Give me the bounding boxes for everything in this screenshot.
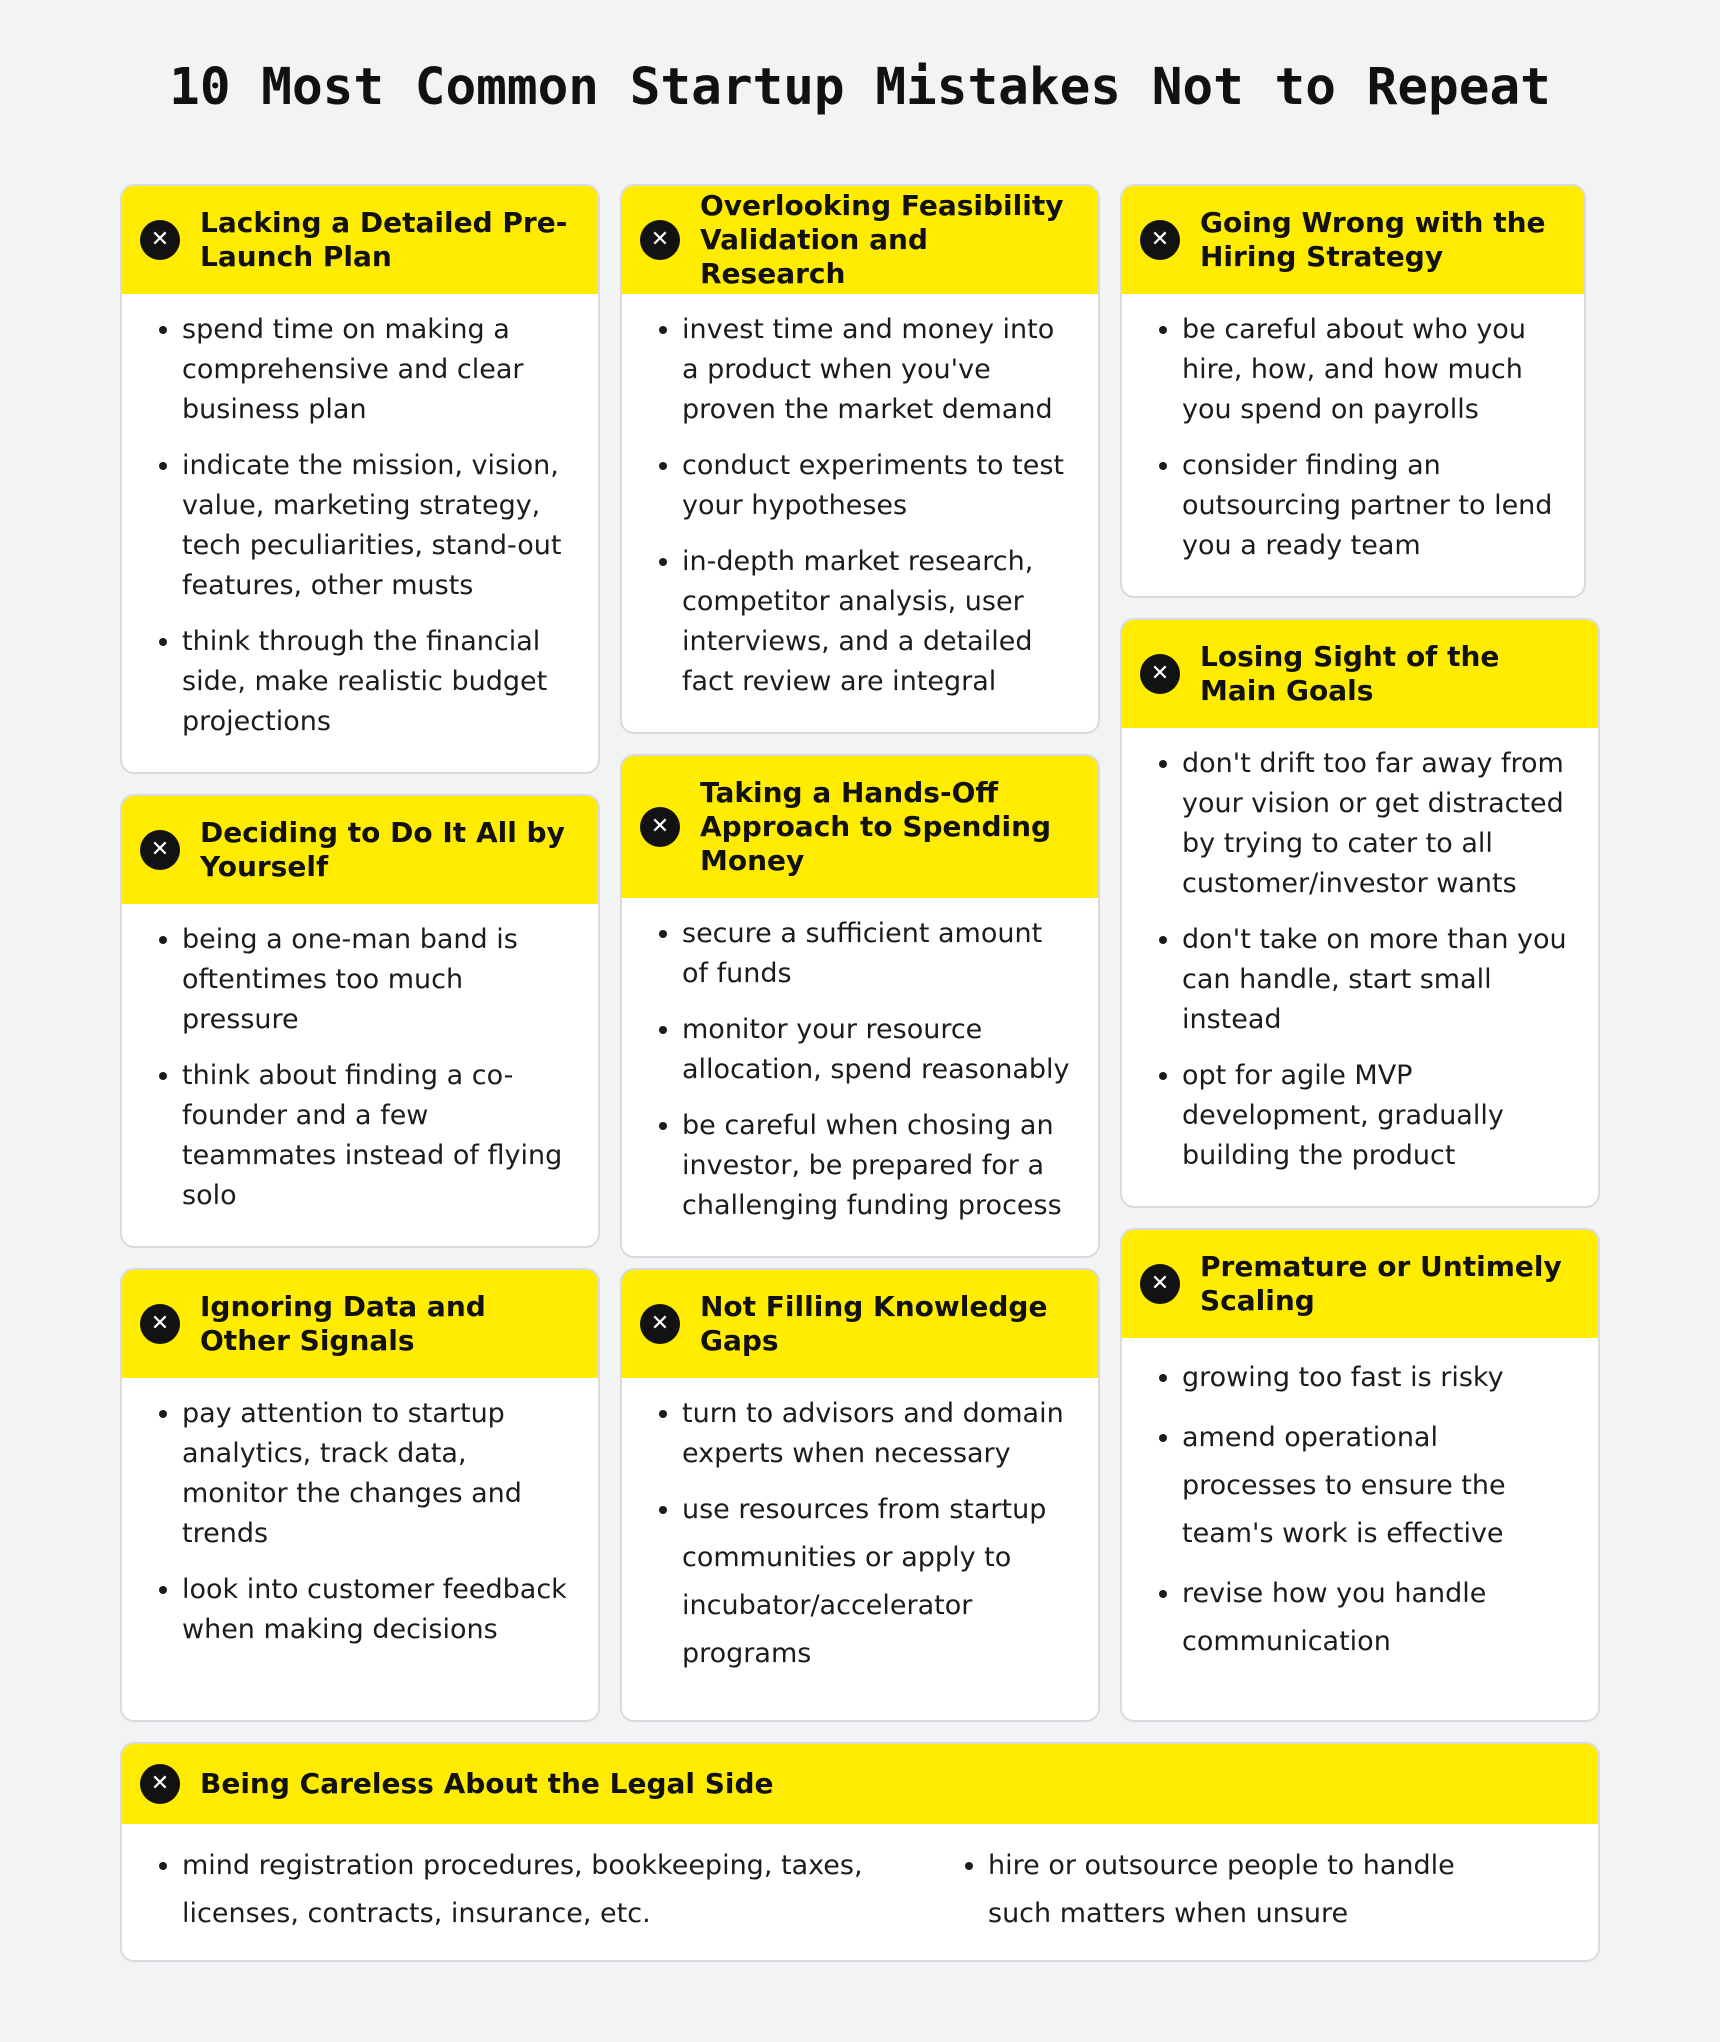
bullet-item: • opt for agile MVP development, gradually building the product xyxy=(1182,1056,1574,1176)
bullet-item: • amend operational processes to ensure the team's work is effective xyxy=(1182,1414,1574,1558)
mistake-card-main-goals xyxy=(1120,618,1600,1208)
bullet-item: • think about finding a co-founder and a few teammates instead of flying solo xyxy=(182,1056,574,1216)
bullet-item: • hire or outsource people to handle such matters when unsure xyxy=(988,1842,1488,1938)
bullet-item: • don't drift too far away from your vision or get distracted by trying to cater to all customer/investor wants xyxy=(1182,744,1574,904)
bullet-item: • consider finding an outsourcing partner to lend you a ready team xyxy=(1182,446,1560,566)
card-title: Taking a Hands-Off Approach to Spending Money xyxy=(700,776,1052,877)
mistake-card-spending xyxy=(620,754,1100,1258)
card-title: Lacking a Detailed Pre-Launch Plan xyxy=(200,206,568,273)
bullet-item: • being a one-man band is oftentimes too much pressure xyxy=(182,920,574,1040)
mistake-card-knowledge-gaps xyxy=(620,1268,1100,1722)
mistake-card-hiring xyxy=(1120,184,1586,598)
mistake-card-legal xyxy=(120,1742,1600,1962)
bullet-item: • turn to advisors and domain experts when necessary xyxy=(682,1394,1074,1474)
close-icon: ✕ xyxy=(1140,220,1180,260)
card-body xyxy=(622,1378,1098,1698)
bullet-item: • conduct experiments to test your hypotheses xyxy=(682,446,1074,526)
card-title: Going Wrong with the Hiring Strategy xyxy=(1200,206,1546,273)
close-icon: ✕ xyxy=(640,1304,680,1344)
mistake-card-feasibility xyxy=(620,184,1100,734)
card-title: Overlooking Feasibility Validation and Research xyxy=(700,189,1064,290)
bullet-item: • indicate the mission, vision, value, marketing strategy, tech peculiarities, stand-out features, other musts xyxy=(182,446,574,606)
card-title: Being Careless About the Legal Side xyxy=(200,1767,774,1800)
card-header xyxy=(1122,186,1584,294)
card-header xyxy=(1122,620,1598,728)
mistake-card-pre-launch-plan xyxy=(120,184,600,774)
card-body xyxy=(1122,294,1584,586)
card-body xyxy=(1122,728,1598,1196)
bullet-item: • spend time on making a comprehensive and clear business plan xyxy=(182,310,574,430)
card-header xyxy=(122,186,598,294)
bullet-item: • secure a sufficient amount of funds xyxy=(682,914,1074,994)
legal-column-left xyxy=(158,1842,964,1938)
close-icon: ✕ xyxy=(140,220,180,260)
card-body xyxy=(122,1378,598,1670)
bullet-item: • pay attention to startup analytics, track data, monitor the changes and trends xyxy=(182,1394,574,1554)
bullet-item: • in-depth market research, competitor analysis, user interviews, and a detailed fact review are integral xyxy=(682,542,1074,702)
bullet-item: • be careful about who you hire, how, and how much you spend on payrolls xyxy=(1182,310,1560,430)
close-icon: ✕ xyxy=(1140,654,1180,694)
card-body xyxy=(122,294,598,762)
card-title: Losing Sight of the Main Goals xyxy=(1200,640,1500,707)
bullet-item: • revise how you handle communication xyxy=(1182,1570,1574,1666)
card-title: Not Filling Knowledge Gaps xyxy=(700,1290,1048,1357)
card-title: Premature or Untimely Scaling xyxy=(1200,1250,1562,1317)
bullet-item: • think through the financial side, make realistic budget projections xyxy=(182,622,574,742)
mistake-card-scaling xyxy=(1120,1228,1600,1722)
card-body xyxy=(1122,1338,1598,1686)
page-title: 10 Most Common Startup Mistakes Not to Repeat xyxy=(169,58,1551,117)
bullet-item: • use resources from startup communities or apply to incubator/accelerator programs xyxy=(682,1486,1074,1678)
bullet-item: • growing too fast is risky xyxy=(1182,1354,1574,1402)
card-header xyxy=(1122,1230,1598,1338)
card-body xyxy=(122,1824,1598,1956)
card-header xyxy=(122,796,598,904)
card-body xyxy=(122,904,598,1236)
bullet-item: • look into customer feedback when making decisions xyxy=(182,1570,574,1650)
mistake-card-do-it-all xyxy=(120,794,600,1248)
close-icon: ✕ xyxy=(640,220,680,260)
card-body xyxy=(622,294,1098,722)
close-icon: ✕ xyxy=(640,807,680,847)
card-header xyxy=(622,1270,1098,1378)
bullet-item: • monitor your resource allocation, spend reasonably xyxy=(682,1010,1074,1090)
bullet-item: • don't take on more than you can handle, start small instead xyxy=(1182,920,1574,1040)
bullet-item: • be careful when chosing an investor, be prepared for a challenging funding process xyxy=(682,1106,1074,1226)
close-icon: ✕ xyxy=(140,1764,180,1804)
card-body xyxy=(622,898,1098,1246)
card-header xyxy=(622,756,1098,898)
close-icon: ✕ xyxy=(140,830,180,870)
close-icon: ✕ xyxy=(1140,1264,1180,1304)
card-header xyxy=(122,1744,1598,1824)
card-title: Ignoring Data and Other Signals xyxy=(200,1290,486,1357)
bullet-item: • invest time and money into a product when you've proven the market demand xyxy=(682,310,1074,430)
mistake-card-ignoring-data xyxy=(120,1268,600,1722)
card-title: Deciding to Do It All by Yourself xyxy=(200,816,565,883)
legal-column-right xyxy=(964,1842,1524,1938)
card-header xyxy=(622,186,1098,294)
card-header xyxy=(122,1270,598,1378)
bullet-item: • mind registration procedures, bookkeeping, taxes, licenses, contracts, insurance, etc. xyxy=(182,1842,882,1938)
close-icon: ✕ xyxy=(140,1304,180,1344)
